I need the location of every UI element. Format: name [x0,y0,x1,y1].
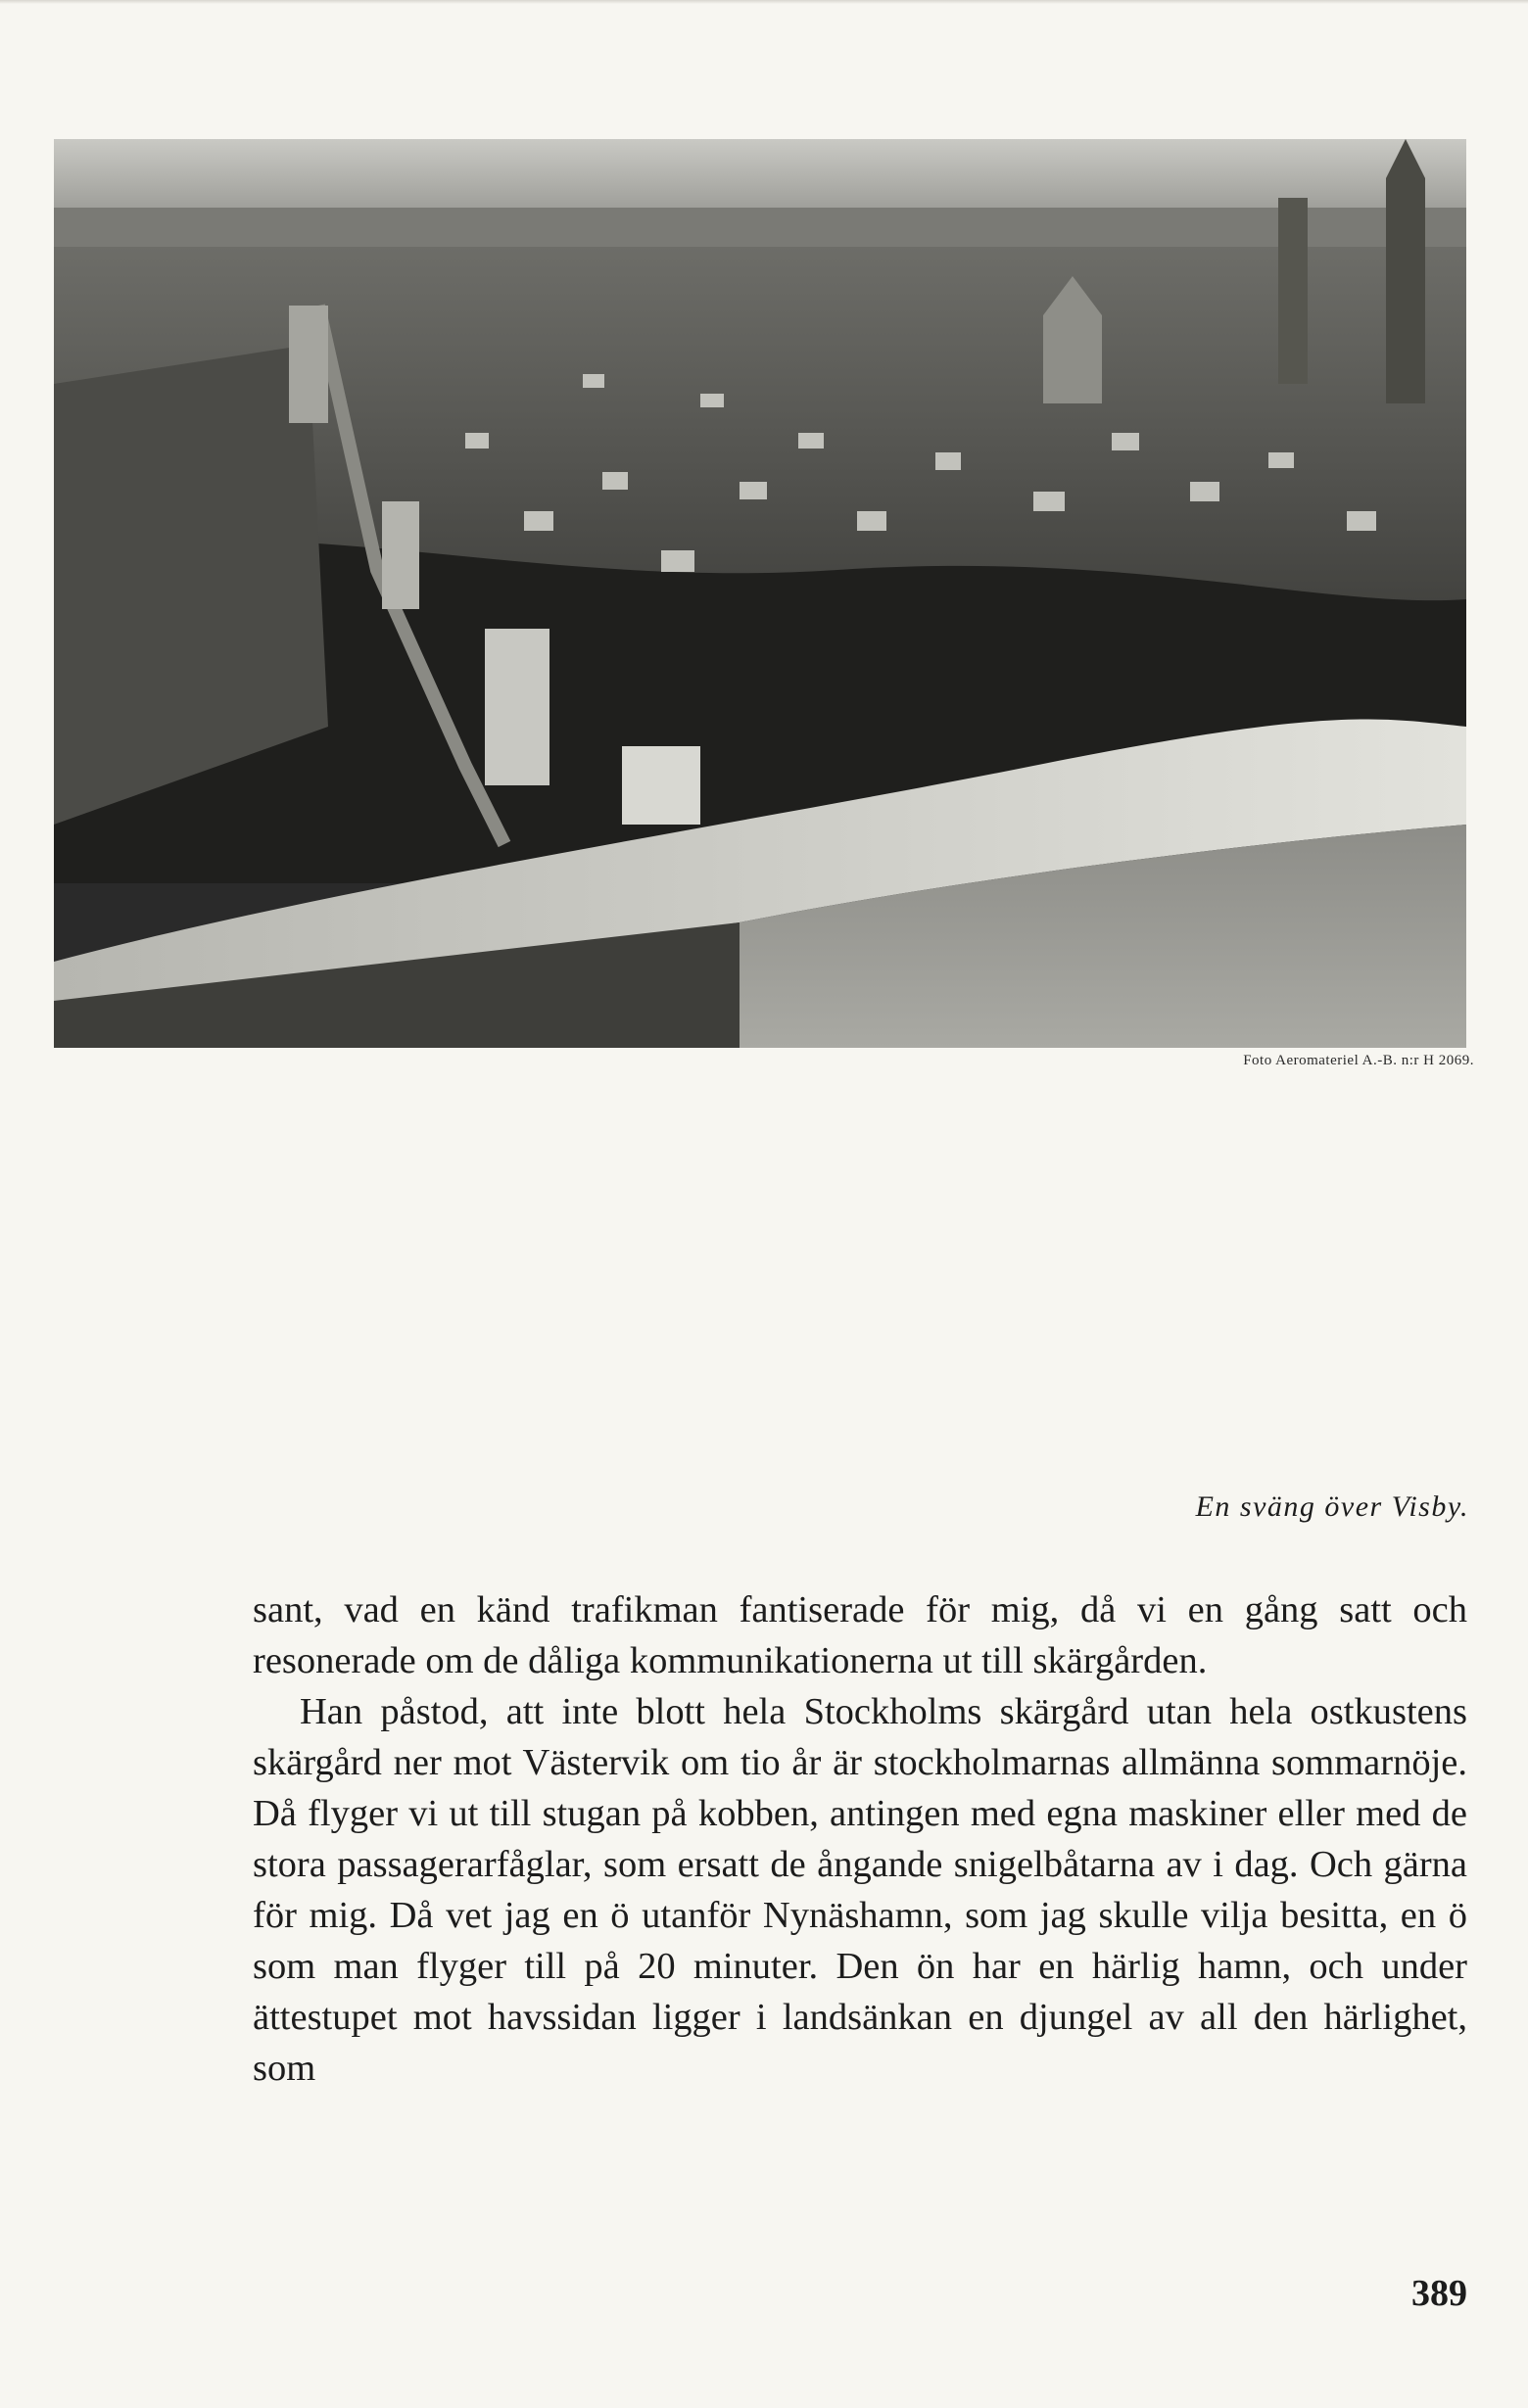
aerial-photo-visby [54,139,1466,1048]
body-text [253,1584,1467,2094]
paragraph: Han påstod, att inte blott hela Stockholms skärgård utan hela ostkustens skärgård ner mot Västervik om tio år är stockholmarnas allmänna sommarnöje. Då flyger vi ut till stugan på kobben, antingen med egna maskiner eller med de stora passagerarfåglar, som ersatt de ångande snigelbåtarna av i dag. Och gärna för mig. Då vet jag en ö utanför Nynäshamn, som jag skulle vilja besitta, en ö som man flyger till på 20 minuter. Den ön har en härlig hamn, och under ättestupet mot havssidan ligger i landsänkan en djungel av all den härlighet, som [253,1691,1467,2089]
page-number: 389 [1411,2273,1467,2314]
photo-caption: En sväng över Visby. [1195,1490,1469,1523]
photo-credit: Foto Aeromateriel A.-B. n:r H 2069. [1243,1053,1474,1068]
page-top-edge [0,0,1528,4]
paragraph: sant, vad en känd trafikman fantiserade för mig, då vi en gång satt och resonerade om de dåliga kommunikationerna ut till skärgården. [253,1589,1467,1681]
